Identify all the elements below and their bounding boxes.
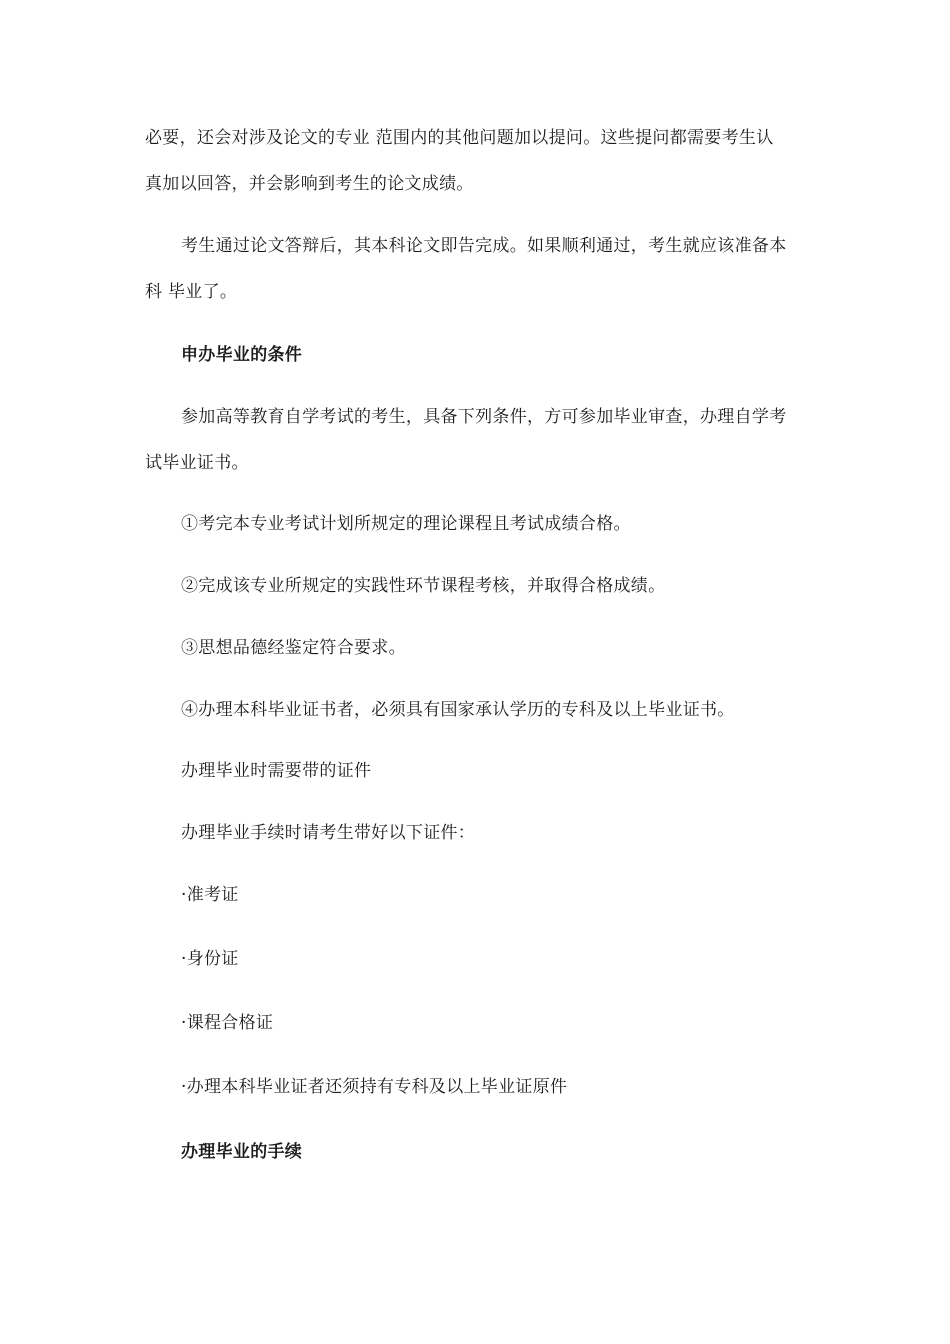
paragraph-line: 考生通过论文答辩后，其本科论文即告完成。如果顺利通过，考生就应该准备本 xyxy=(181,236,787,256)
section-heading: 办理毕业的手续 xyxy=(181,1142,303,1162)
paragraph-line: 真加以回答，并会影响到考生的论文成绩。 xyxy=(145,174,474,194)
paragraph-line: 办理毕业手续时请考生带好以下证件： xyxy=(181,823,476,843)
paragraph-line: 参加高等教育自学考试的考生，具备下列条件，方可参加毕业审查，办理自学考 xyxy=(181,407,787,427)
list-item: ④办理本科毕业证书者，必须具有国家承认学历的专科及以上毕业证书。 xyxy=(181,700,735,720)
list-item: ②完成该专业所规定的实践性环节课程考核，并取得合格成绩。 xyxy=(181,576,666,596)
list-item: ·课程合格证 xyxy=(181,1013,274,1033)
subheading: 办理毕业时需要带的证件 xyxy=(181,761,372,781)
list-item: ③思想品德经鉴定符合要求。 xyxy=(181,638,406,658)
paragraph-line: 必要，还会对涉及论文的专业 范围内的其他问题加以提问。这些提问都需要考生认 xyxy=(145,128,774,148)
list-item: ·准考证 xyxy=(181,885,239,905)
list-item: ①考完本专业考试计划所规定的理论课程且考试成绩合格。 xyxy=(181,514,631,534)
list-item: ·身份证 xyxy=(181,949,239,969)
paragraph-line: 试毕业证书。 xyxy=(145,453,249,473)
section-heading: 申办毕业的条件 xyxy=(181,345,303,365)
list-item: ·办理本科毕业证者还须持有专科及以上毕业证原件 xyxy=(181,1077,568,1097)
paragraph-line: 科 毕业了。 xyxy=(145,282,238,302)
